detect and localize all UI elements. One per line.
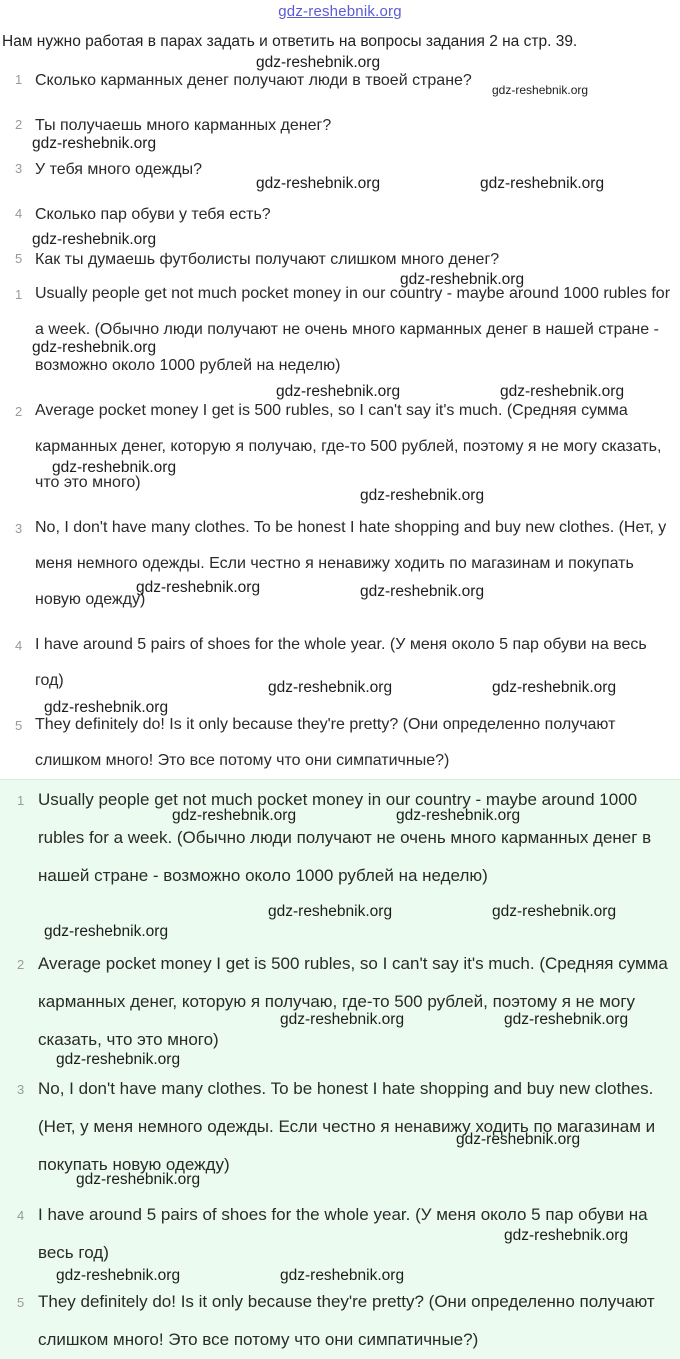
question-number: 3	[15, 161, 23, 176]
answer-number: 3	[15, 521, 23, 536]
question-number: 5	[15, 251, 23, 266]
watermark: gdz-reshebnik.org	[56, 1051, 181, 1068]
watermark: gdz-reshebnik.org	[276, 383, 401, 400]
watermark: gdz-reshebnik.org	[492, 903, 617, 920]
watermark: gdz-reshebnik.org	[256, 175, 381, 192]
watermark: gdz-reshebnik.org	[268, 679, 393, 696]
watermark: gdz-reshebnik.org	[52, 459, 177, 476]
answer-number: 1	[17, 793, 25, 808]
watermark: gdz-reshebnik.org	[76, 1171, 201, 1188]
answer-text: No, I don't have many clothes. To be honest I hate shopping and buy new clothes. (Нет, у меня немного одежды. Если честно я ненавижу ходить по магазинам и покупать новую одежду)	[38, 1079, 656, 1174]
watermark: gdz-reshebnik.org	[32, 231, 157, 248]
answer-text: They definitely do! Is it only because they're pretty? (Они определенно получают слишком много! Это все потому что они симпатичные?)	[38, 1292, 655, 1349]
answer-text: I have around 5 pairs of shoes for the whole year. (У меня около 5 пар обуви на весь год)	[38, 1205, 648, 1262]
question-number: 2	[15, 117, 23, 132]
task-intro: Нам нужно работая в парах задать и ответить на вопросы задания 2 на стр. 39.	[2, 33, 578, 50]
answer-text: I have around 5 pairs of shoes for the whole year. (У меня около 5 пар обуви на весь год)	[35, 636, 647, 689]
answer-number: 4	[15, 638, 23, 653]
answer-number: 2	[17, 957, 25, 972]
site-watermark-link[interactable]: gdz-reshebnik.org	[278, 3, 402, 20]
watermark: gdz-reshebnik.org	[504, 1011, 629, 1028]
answer-text: Usually people get not much pocket money in our country - maybe around 1000 rubles for a week. (Обычно люди получают не очень много карманных денег в нашей стране - возможно около 1000 рублей на неделю)	[35, 285, 671, 374]
answer-number: 1	[15, 287, 23, 302]
question-text: У тебя много одежды?	[35, 161, 202, 178]
watermark: gdz-reshebnik.org	[400, 271, 525, 288]
answer-number: 5	[17, 1295, 25, 1310]
answer-number: 3	[17, 1082, 25, 1097]
watermark: gdz-reshebnik.org	[172, 807, 297, 824]
watermark: gdz-reshebnik.org	[32, 339, 157, 356]
answer-text: No, I don't have many clothes. To be honest I hate shopping and buy new clothes. (Нет, у меня немного одежды. Если честно я ненавижу ходить по магазинам и покупать новую одежду)	[35, 519, 667, 608]
watermark: gdz-reshebnik.org	[32, 135, 157, 152]
watermark: gdz-reshebnik.org	[492, 679, 617, 696]
question-text: Ты получаешь много карманных денег?	[35, 117, 332, 134]
question-number: 1	[15, 72, 23, 87]
answer-text: Average pocket money I get is 500 rubles, so I can't say it's much. (Средняя сумма карманных денег, которую я получаю, где-то 500 рублей, поэтому я не могу сказать, что это много)	[35, 402, 662, 491]
answer-text: Average pocket money I get is 500 rubles, so I can't say it's much. (Средняя сумма карманных денег, которую я получаю, где-то 500 рублей, поэтому я не могу сказать, что это много)	[38, 954, 668, 1049]
watermark: gdz-reshebnik.org	[480, 175, 605, 192]
watermark: gdz-reshebnik.org	[56, 1267, 181, 1284]
watermark: gdz-reshebnik.org	[360, 583, 485, 600]
watermark: gdz-reshebnik.org	[504, 1227, 629, 1244]
answer-number: 4	[17, 1208, 25, 1223]
watermark: gdz-reshebnik.org	[44, 699, 169, 716]
watermark: gdz-reshebnik.org	[268, 903, 393, 920]
answer-text: Usually people get not much pocket money in our country - maybe around 1000 rubles for a week. (Обычно люди получают не очень много карманных денег в нашей стране - возможно около 1000 рублей на неделю)	[38, 790, 652, 885]
answer-text: They definitely do! Is it only because they're pretty? (Они определенно получают слишком много! Это все потому что они симпатичные?)	[35, 716, 616, 769]
question-text: Сколько пар обуви у тебя есть?	[35, 206, 271, 223]
watermark: gdz-reshebnik.org	[136, 579, 261, 596]
watermark: gdz-reshebnik.org	[492, 83, 589, 97]
watermark: gdz-reshebnik.org	[280, 1267, 405, 1284]
watermark: gdz-reshebnik.org	[396, 807, 521, 824]
question-number: 4	[15, 206, 23, 221]
question-text: Как ты думаешь футболисты получают слишком много денег?	[35, 251, 500, 268]
watermark: gdz-reshebnik.org	[44, 923, 169, 940]
watermark: gdz-reshebnik.org	[360, 487, 485, 504]
watermark: gdz-reshebnik.org	[456, 1131, 581, 1148]
watermark: gdz-reshebnik.org	[280, 1011, 405, 1028]
watermark: gdz-reshebnik.org	[500, 383, 625, 400]
watermark: gdz-reshebnik.org	[256, 54, 381, 71]
answer-number: 5	[15, 718, 23, 733]
answer-number: 2	[15, 404, 23, 419]
question-text: Сколько карманных денег получают люди в твоей стране?	[35, 72, 472, 89]
